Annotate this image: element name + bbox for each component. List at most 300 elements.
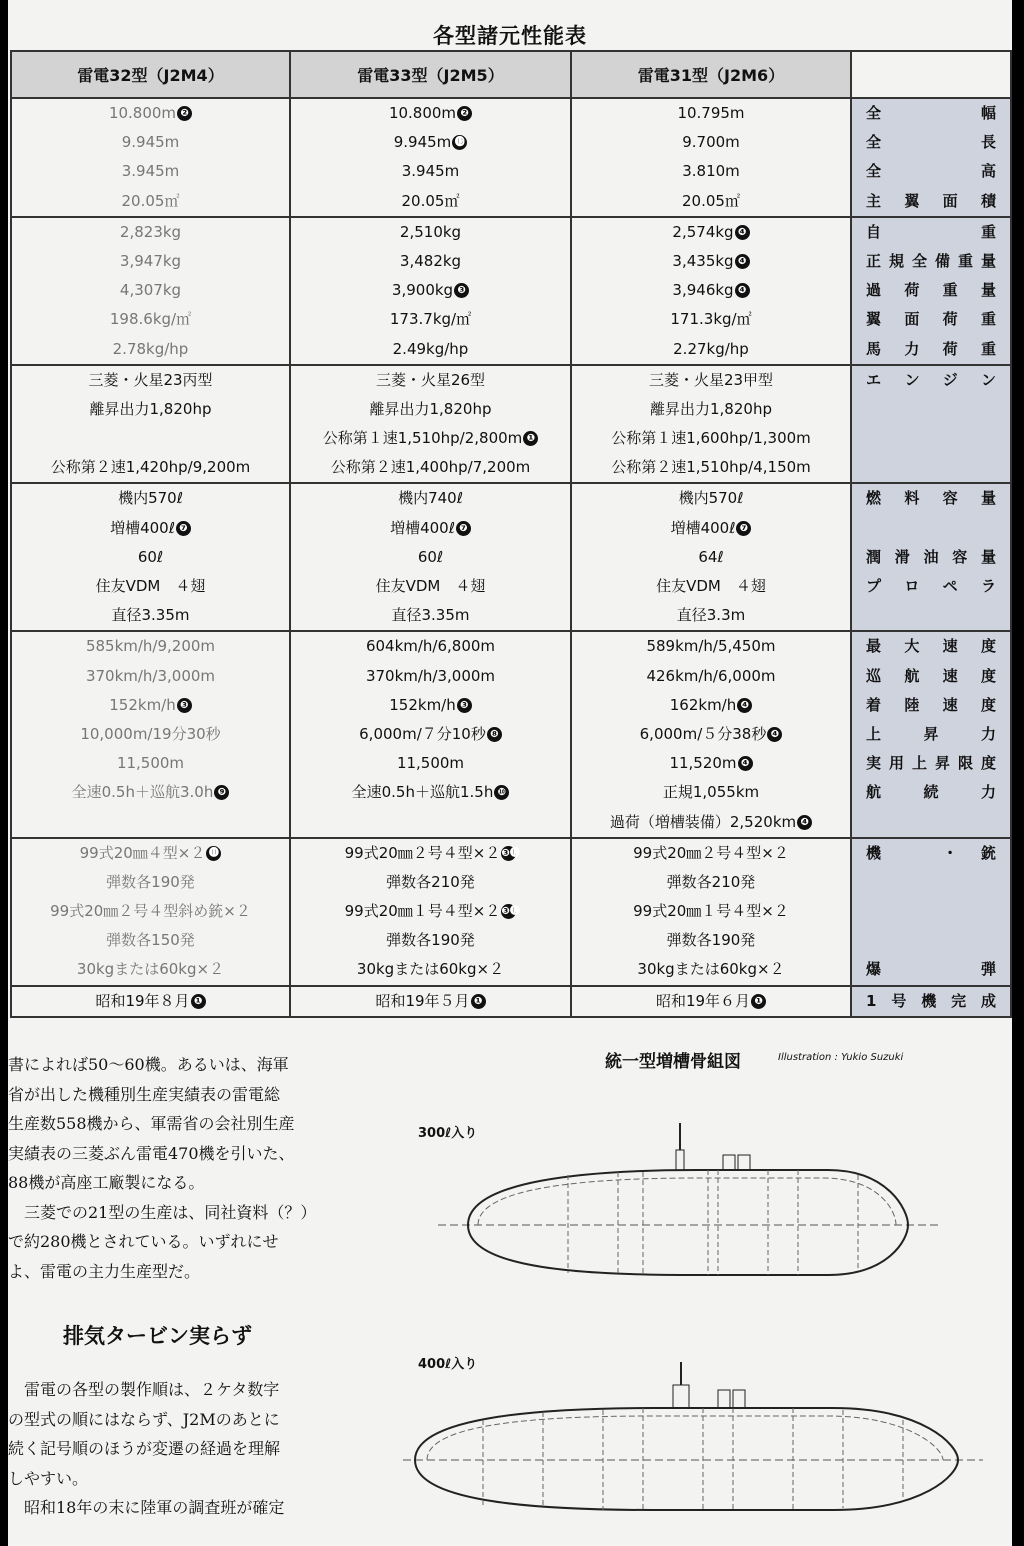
spec-value-text: 30kgまたは60kg×２ bbox=[76, 960, 225, 979]
spec-value-text: 公称第１速1,510hp/2,800m bbox=[322, 429, 523, 448]
spec-cell-j2m5 bbox=[290, 98, 571, 217]
spec-value-text: 99式20㎜２号４型×２ bbox=[344, 843, 501, 862]
spec-value bbox=[12, 128, 289, 157]
spec-value-text: 3.945m bbox=[401, 162, 460, 181]
article-line: の型式の順にはならず、J2Mのあとに bbox=[8, 1409, 280, 1429]
spec-cell-j2m6 bbox=[571, 986, 851, 1017]
spec-value bbox=[291, 305, 570, 334]
spec-value bbox=[572, 926, 850, 955]
article-line: で約280機とされている。いずれにせ bbox=[8, 1232, 279, 1251]
spec-value-text: 3,482kg bbox=[399, 251, 462, 270]
spec-value-text: 99式20㎜４型×２ bbox=[79, 843, 206, 862]
spec-value-text: 99式20㎜２号４型斜め銃×２ bbox=[50, 902, 251, 921]
spec-cell-j2m4 bbox=[11, 631, 290, 837]
spec-value-text: 離昇出力1,820hp bbox=[369, 399, 492, 418]
spec-label: プロペラ bbox=[866, 577, 996, 595]
spec-value bbox=[12, 897, 289, 926]
spec-value-text: 10.800m bbox=[108, 104, 177, 122]
spec-value-text: 604km/h/6,800m bbox=[365, 637, 496, 656]
header-j2m5: 雷電33型（J2M5） bbox=[290, 51, 571, 98]
spec-cell-j2m5 bbox=[290, 483, 571, 631]
spec-label: 最大速度 bbox=[866, 637, 996, 656]
spec-label-cell bbox=[851, 217, 1011, 365]
spec-value-text: 3.810m bbox=[682, 162, 740, 181]
spec-value-text: 住友VDM ４翅 bbox=[375, 577, 486, 595]
footnote-badge: ❹ bbox=[797, 815, 812, 830]
spec-label: 正規全備重量 bbox=[866, 251, 996, 270]
footnote-badge: ❶ bbox=[523, 431, 538, 446]
spec-value-text: 機内740ℓ bbox=[398, 489, 463, 508]
spec-value bbox=[572, 662, 850, 691]
spec-value bbox=[572, 839, 850, 868]
spec-value bbox=[291, 247, 570, 276]
spec-value bbox=[12, 749, 289, 778]
spec-value bbox=[291, 157, 570, 186]
spec-value bbox=[572, 276, 850, 305]
spec-value-text: 離昇出力1,820hp bbox=[89, 399, 212, 418]
spec-value bbox=[572, 424, 850, 453]
spec-value-text: 3,946kg bbox=[672, 281, 734, 300]
spec-value-text: 10.800m bbox=[388, 104, 457, 122]
spec-value-text: 171.3kg/㎡ bbox=[670, 310, 752, 329]
spec-value bbox=[572, 749, 850, 778]
spec-value bbox=[12, 514, 289, 543]
spec-value-text: 直径3.35m bbox=[391, 606, 470, 625]
spec-value bbox=[291, 749, 570, 778]
spec-value bbox=[12, 335, 289, 364]
header-j2m4: 雷電32型（J2M4） bbox=[11, 51, 290, 98]
spec-value-text: 弾数各210発 bbox=[386, 872, 475, 891]
spec-value bbox=[12, 601, 289, 630]
spec-value-text: 426km/h/6,000m bbox=[646, 666, 776, 685]
spec-value-text: 公称第２速1,510hp/4,150m bbox=[611, 458, 811, 477]
spec-value-text: 152km/h bbox=[109, 695, 176, 714]
spec-value bbox=[12, 662, 289, 691]
spec-label: 燃料容量 bbox=[866, 489, 996, 508]
footnote-badge: ❹ bbox=[767, 727, 782, 742]
spec-value bbox=[572, 720, 850, 749]
spec-value bbox=[291, 218, 570, 247]
spec-value bbox=[291, 987, 570, 1016]
spec-value-text: 機内570ℓ bbox=[118, 489, 183, 508]
spec-value-text: 9.945m bbox=[393, 133, 452, 152]
spec-value-text: 公称第１速1,600hp/1,300m bbox=[611, 429, 811, 448]
spec-label bbox=[852, 601, 1010, 630]
spec-label: 自重 bbox=[866, 222, 996, 241]
article-line: 書によれば50～60機。あるいは、海軍 bbox=[8, 1055, 289, 1074]
article-paragraph-1 bbox=[8, 1050, 338, 1286]
spec-label bbox=[852, 808, 1010, 837]
spec-label: 航続力 bbox=[866, 783, 996, 802]
spec-value bbox=[291, 128, 570, 157]
spec-cell-j2m6 bbox=[571, 483, 851, 631]
spec-value-text: 20.05㎡ bbox=[401, 191, 460, 210]
spec-cell-j2m5 bbox=[290, 217, 571, 365]
spec-value-text: 152km/h bbox=[389, 695, 456, 714]
spec-value-text: 正規1,055km bbox=[662, 783, 760, 802]
article-line: 昭和18年の末に陸軍の調査班が確定 bbox=[8, 1498, 285, 1517]
spec-value-text: 直径3.3m bbox=[676, 606, 746, 625]
spec-label: 全長 bbox=[866, 133, 996, 152]
spec-value bbox=[12, 305, 289, 334]
spec-value bbox=[12, 99, 289, 128]
spec-cell-j2m6 bbox=[571, 98, 851, 217]
spec-label bbox=[852, 514, 1010, 543]
spec-value bbox=[291, 276, 570, 305]
spec-value bbox=[291, 955, 570, 984]
article-line: 生産数558機から、軍需省の会社別生産 bbox=[8, 1114, 295, 1133]
figure-title: 統一型増槽骨組図 bbox=[605, 1052, 741, 1072]
spec-value bbox=[12, 366, 289, 395]
spec-value bbox=[572, 808, 850, 837]
spec-value bbox=[291, 453, 570, 482]
spec-value-text: 6,000m/５分38秒 bbox=[639, 724, 767, 743]
footnote-badge: ❹ bbox=[737, 698, 752, 713]
spec-group-row bbox=[11, 217, 1011, 365]
spec-value bbox=[572, 99, 850, 128]
footnote-badge: ❹ bbox=[735, 254, 750, 269]
spec-value-text: 三菱・火星26型 bbox=[375, 370, 486, 389]
spec-label: 主翼面積 bbox=[866, 191, 996, 210]
spec-value-text: 3.945m bbox=[121, 162, 180, 181]
spec-value bbox=[291, 926, 570, 955]
spec-label: 過荷重量 bbox=[866, 281, 996, 300]
spec-value bbox=[291, 897, 570, 926]
spec-value bbox=[12, 218, 289, 247]
spec-value-text: 増槽400ℓ bbox=[390, 518, 455, 537]
spec-label: 全幅 bbox=[866, 104, 996, 122]
spec-value bbox=[12, 276, 289, 305]
spec-value bbox=[12, 572, 289, 601]
spec-value bbox=[291, 662, 570, 691]
spec-value-text: 11,520m bbox=[669, 754, 737, 773]
footnote-badge: ❾ bbox=[214, 785, 229, 800]
spec-group-row bbox=[11, 838, 1011, 986]
spec-label-cell bbox=[851, 631, 1011, 837]
spec-value bbox=[572, 157, 850, 186]
spec-value bbox=[12, 955, 289, 984]
spec-value-text: 9.945m bbox=[121, 133, 180, 152]
spec-value bbox=[291, 395, 570, 424]
spec-value-text: 弾数各190発 bbox=[386, 931, 475, 950]
document-page bbox=[8, 0, 1012, 1546]
spec-label: エンジン bbox=[866, 370, 996, 389]
spec-value bbox=[291, 424, 570, 453]
spec-value bbox=[291, 366, 570, 395]
spec-cell-j2m4 bbox=[11, 98, 290, 217]
table-header-row bbox=[11, 51, 1011, 98]
figure-credit: Illustration : Yukio Suzuki bbox=[778, 1052, 904, 1063]
spec-value-text: 全速0.5h＋巡航1.5h bbox=[351, 783, 494, 802]
spec-value-text: 弾数各190発 bbox=[666, 931, 756, 950]
article-line: 雷電の各型の製作順は、２ケタ数字 bbox=[8, 1380, 280, 1399]
spec-label-cell bbox=[851, 365, 1011, 484]
spec-value bbox=[12, 691, 289, 720]
article-line: 続く記号順のほうが変遷の経過を理解 bbox=[8, 1439, 281, 1458]
spec-value-text: 離昇出力1,820hp bbox=[650, 399, 772, 418]
spec-value bbox=[12, 987, 289, 1016]
spec-value-text: 公称第２速1,420hp/9,200m bbox=[50, 458, 251, 477]
spec-cell-j2m4 bbox=[11, 986, 290, 1017]
spec-value-text: 住友VDM ４翅 bbox=[656, 577, 766, 595]
section-heading: 排気タービン実らず bbox=[63, 1324, 252, 1348]
spec-value-text: 585km/h/9,200m bbox=[85, 637, 216, 656]
header-label-blank bbox=[851, 51, 1011, 98]
spec-value-text: 弾数各190発 bbox=[106, 872, 195, 891]
spec-value bbox=[572, 632, 850, 661]
footnote-badge: ❸⓬ bbox=[501, 906, 520, 918]
header-j2m6: 雷電31型（J2M6） bbox=[571, 51, 851, 98]
spec-value-text: 99式20㎜１号４型×２ bbox=[633, 902, 789, 921]
spec-label: 実用上昇限度 bbox=[866, 754, 996, 773]
spec-cell-j2m4 bbox=[11, 483, 290, 631]
spec-value bbox=[291, 868, 570, 897]
spec-value-text: 162km/h bbox=[669, 695, 737, 714]
spec-value bbox=[12, 187, 289, 216]
spec-label bbox=[852, 395, 1010, 424]
article-line: 88機が高座工廠製になる。 bbox=[8, 1173, 205, 1192]
spec-value-text: 2.49kg/hp bbox=[392, 339, 469, 358]
spec-value bbox=[12, 453, 289, 482]
spec-label-cell bbox=[851, 838, 1011, 986]
spec-value-text: 99式20㎜１号４型×２ bbox=[344, 902, 501, 921]
spec-value-text: 173.7kg/㎡ bbox=[389, 310, 472, 329]
spec-value-text: 10,000m/19分30秒 bbox=[80, 724, 221, 743]
spec-label: 1号機完成 bbox=[866, 991, 996, 1010]
spec-value bbox=[572, 778, 850, 807]
footnote-badge: ❶ bbox=[191, 994, 206, 1009]
spec-value bbox=[12, 395, 289, 424]
spec-value-text: 2,510kg bbox=[399, 222, 462, 241]
spec-value-text: 30kgまたは60kg×２ bbox=[356, 960, 505, 979]
spec-label: 翼面荷重 bbox=[866, 310, 996, 329]
spec-value-text: 昭和19年５月 bbox=[375, 991, 470, 1010]
spec-value-text: 三菱・火星23丙型 bbox=[88, 370, 213, 389]
spec-value bbox=[572, 335, 850, 364]
spec-cell-j2m5 bbox=[290, 631, 571, 837]
spec-value bbox=[291, 720, 570, 749]
footnote-badge: ❽ bbox=[487, 727, 502, 742]
spec-cell-j2m4 bbox=[11, 365, 290, 484]
spec-value bbox=[291, 839, 570, 868]
spec-value-text: 弾数各150発 bbox=[106, 931, 195, 950]
spec-value-text: 全速0.5h＋巡航3.0h bbox=[71, 783, 214, 802]
spec-value-text: 20.05㎡ bbox=[682, 191, 740, 210]
spec-value-text: 11,500m bbox=[396, 754, 465, 773]
footnote-badge: ❿ bbox=[494, 785, 509, 800]
spec-value bbox=[291, 632, 570, 661]
footnote-badge: ❹ bbox=[735, 225, 750, 240]
spec-value bbox=[572, 187, 850, 216]
spec-value-text: 機内570ℓ bbox=[678, 489, 744, 508]
spec-label-cell bbox=[851, 986, 1011, 1017]
spec-value-text: 増槽400ℓ bbox=[670, 518, 736, 537]
spec-group-row bbox=[11, 631, 1011, 837]
spec-value-text: 増槽400ℓ bbox=[110, 518, 175, 537]
spec-value-text: 弾数各210発 bbox=[666, 872, 756, 891]
spec-label bbox=[852, 897, 1010, 926]
spec-table bbox=[10, 50, 1012, 1018]
spec-value bbox=[572, 484, 850, 513]
article-line: 三菱での21型の生産は、同社資料（？） bbox=[8, 1202, 317, 1222]
spec-value bbox=[12, 632, 289, 661]
article-paragraph-2 bbox=[8, 1375, 338, 1523]
spec-value bbox=[291, 572, 570, 601]
spec-label: 爆弾 bbox=[866, 960, 996, 979]
spec-cell-j2m6 bbox=[571, 365, 851, 484]
spec-value bbox=[12, 157, 289, 186]
footnote-badge: ❼ bbox=[736, 521, 751, 536]
spec-group-row bbox=[11, 986, 1011, 1017]
footnote-badge: ❶ bbox=[471, 994, 486, 1009]
spec-value bbox=[572, 955, 850, 984]
spec-value-text: 三菱・火星23甲型 bbox=[648, 370, 774, 389]
spec-label bbox=[852, 926, 1010, 955]
spec-value-text: 589km/h/5,450m bbox=[646, 637, 776, 656]
footnote-badge: ❼ bbox=[176, 521, 191, 536]
footnote-badge: ⓫ bbox=[206, 846, 221, 861]
spec-value bbox=[291, 691, 570, 720]
spec-group-row bbox=[11, 365, 1011, 484]
spec-group-row bbox=[11, 98, 1011, 217]
spec-value bbox=[12, 778, 289, 807]
spec-value bbox=[291, 601, 570, 630]
spec-value bbox=[12, 543, 289, 572]
spec-value-text: 昭和19年８月 bbox=[95, 991, 190, 1010]
tank-400-label: 400ℓ入り bbox=[418, 1357, 478, 1372]
spec-value-text: 370km/h/3,000m bbox=[85, 666, 216, 685]
footnote-badge: ❸ bbox=[454, 283, 469, 298]
spec-value bbox=[12, 484, 289, 513]
spec-cell-j2m5 bbox=[290, 365, 571, 484]
article-line: よ、雷電の主力生産型だ。 bbox=[8, 1261, 201, 1281]
drop-tank-400-diagram bbox=[403, 1360, 983, 1530]
footnote-badge: ❸ bbox=[177, 698, 192, 713]
spec-label bbox=[852, 424, 1010, 453]
spec-value bbox=[12, 926, 289, 955]
spec-value bbox=[291, 778, 570, 807]
spec-value bbox=[572, 453, 850, 482]
spec-value-text: 9.700m bbox=[682, 133, 740, 152]
spec-label bbox=[852, 868, 1010, 897]
spec-label: 全高 bbox=[866, 162, 996, 181]
spec-cell-j2m6 bbox=[571, 217, 851, 365]
spec-label: 潤滑油容量 bbox=[866, 547, 996, 566]
spec-label: 巡航速度 bbox=[866, 666, 996, 685]
spec-value bbox=[572, 395, 850, 424]
spec-value-text: 2,823kg bbox=[119, 222, 182, 241]
spec-value-text: 住友VDM ４翅 bbox=[95, 577, 206, 595]
spec-value-text: 3,900kg bbox=[391, 281, 454, 300]
spec-value bbox=[572, 247, 850, 276]
spec-cell-j2m6 bbox=[571, 631, 851, 837]
spec-value bbox=[12, 808, 289, 837]
spec-label: 上昇力 bbox=[866, 724, 996, 743]
spec-value-text: 過荷（増槽装備）2,520km bbox=[609, 812, 797, 831]
spec-value-text: 2.27kg/hp bbox=[673, 339, 749, 358]
spec-value bbox=[572, 514, 850, 543]
spec-value bbox=[572, 897, 850, 926]
spec-value-text: 20.05㎡ bbox=[121, 191, 180, 210]
footnote-badge: ❹ bbox=[738, 756, 753, 771]
spec-value-text: 公称第２速1,400hp/7,200m bbox=[330, 458, 531, 477]
spec-value bbox=[12, 247, 289, 276]
spec-value bbox=[12, 839, 289, 868]
spec-value bbox=[291, 808, 570, 837]
table-title: 各型諸元性能表 bbox=[433, 24, 587, 48]
spec-cell-j2m4 bbox=[11, 217, 290, 365]
footnote-badge: ❸⓬ bbox=[501, 847, 520, 859]
spec-value bbox=[291, 484, 570, 513]
spec-value-text: 30kgまたは60kg×２ bbox=[637, 960, 785, 979]
footnote-badge: ❷ bbox=[457, 106, 472, 121]
spec-value-text: 60ℓ bbox=[137, 547, 164, 566]
spec-value-text: 2,574kg bbox=[672, 222, 734, 241]
spec-group-row bbox=[11, 483, 1011, 631]
spec-value-text: 3,947kg bbox=[119, 251, 182, 270]
spec-value-text: 10.795m bbox=[677, 104, 745, 122]
spec-label: 機 ・ 銃 bbox=[866, 843, 996, 862]
spec-value-text: 99式20㎜２号４型×２ bbox=[633, 843, 789, 862]
spec-label-cell bbox=[851, 483, 1011, 631]
spec-value-text: 64ℓ bbox=[698, 547, 724, 566]
spec-label bbox=[852, 453, 1010, 482]
spec-value bbox=[572, 572, 850, 601]
footnote-badge: ❼ bbox=[456, 521, 471, 536]
spec-label: 馬力荷重 bbox=[866, 339, 996, 358]
footnote-badge: ⓭ bbox=[452, 135, 467, 150]
article-line: 省が出した機種別生産実績表の雷電総 bbox=[8, 1084, 281, 1104]
spec-value bbox=[572, 218, 850, 247]
spec-value bbox=[572, 305, 850, 334]
spec-value bbox=[12, 868, 289, 897]
spec-value bbox=[291, 335, 570, 364]
spec-value-text: 370km/h/3,000m bbox=[365, 666, 496, 685]
spec-value-text: 11,500m bbox=[116, 754, 185, 773]
spec-value bbox=[291, 187, 570, 216]
spec-value bbox=[291, 514, 570, 543]
spec-value-text: 198.6kg/㎡ bbox=[109, 310, 192, 329]
article-line: しやすい。 bbox=[8, 1468, 89, 1488]
spec-value-text: 60ℓ bbox=[417, 547, 444, 566]
spec-value bbox=[572, 366, 850, 395]
spec-cell-j2m4 bbox=[11, 838, 290, 986]
drop-tank-300-diagram bbox=[438, 1115, 938, 1290]
spec-value-text: 直径3.35m bbox=[111, 606, 190, 625]
spec-label: 着陸速度 bbox=[866, 695, 996, 714]
spec-value bbox=[572, 868, 850, 897]
spec-cell-j2m6 bbox=[571, 838, 851, 986]
spec-value-text: 4,307kg bbox=[119, 281, 182, 300]
spec-value bbox=[572, 691, 850, 720]
tank-300-label: 300ℓ入り bbox=[418, 1126, 478, 1141]
spec-value bbox=[572, 987, 850, 1016]
spec-value-text: 昭和19年６月 bbox=[655, 991, 751, 1010]
footnote-badge: ❹ bbox=[735, 283, 750, 298]
spec-value-text: 3,435kg bbox=[672, 251, 734, 270]
spec-value bbox=[291, 543, 570, 572]
spec-value bbox=[12, 720, 289, 749]
spec-value bbox=[572, 543, 850, 572]
spec-cell-j2m5 bbox=[290, 838, 571, 986]
spec-value bbox=[572, 601, 850, 630]
spec-value-text: 6,000m/７分10秒 bbox=[359, 724, 486, 743]
article-line: 実績表の三菱ぶん雷電470機を引いた、 bbox=[8, 1143, 295, 1163]
footnote-badge: ❸ bbox=[457, 698, 472, 713]
spec-value bbox=[12, 424, 289, 453]
spec-value bbox=[291, 99, 570, 128]
spec-label-cell bbox=[851, 98, 1011, 217]
